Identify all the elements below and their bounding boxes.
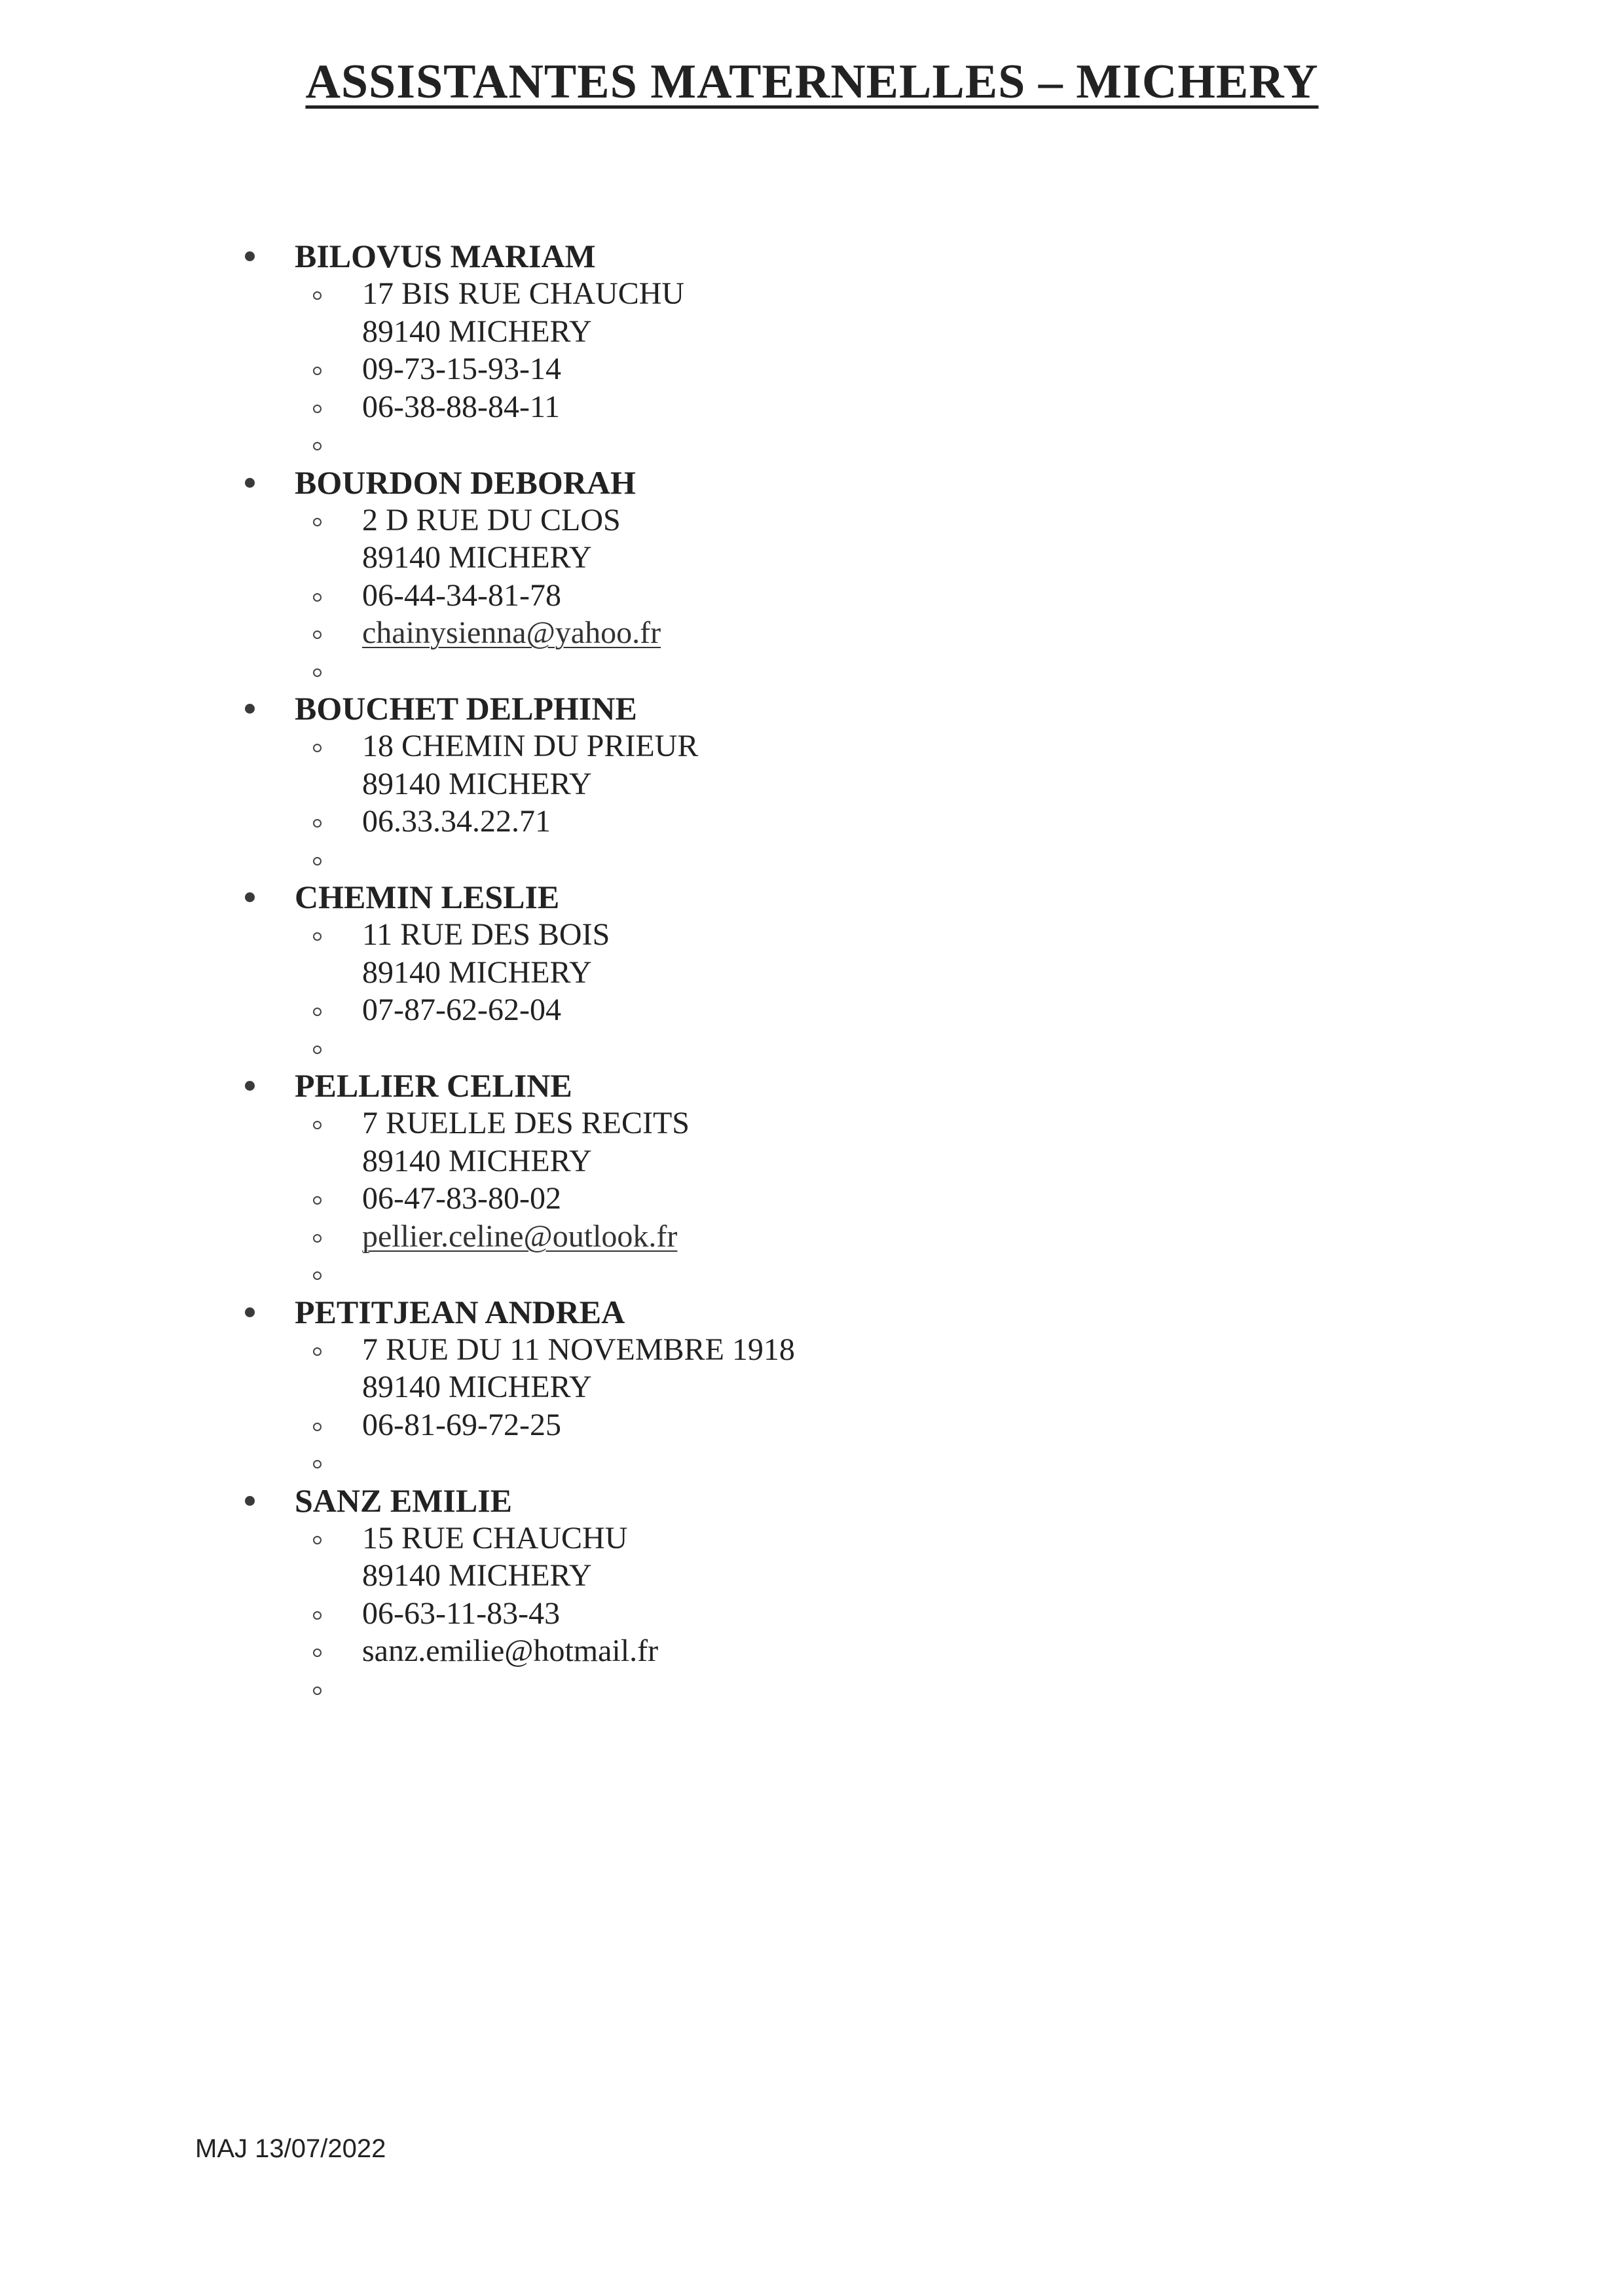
detail-line: 2 D RUE DU CLOS bbox=[362, 502, 621, 538]
bullet-disc-icon bbox=[245, 1081, 255, 1091]
contact-detail bbox=[0, 501, 1624, 577]
contact-detail bbox=[0, 388, 1624, 426]
bullet-disc-icon bbox=[245, 251, 255, 261]
bullet-circle-icon bbox=[313, 593, 322, 602]
contact-detail bbox=[0, 1406, 1624, 1444]
detail-line: 89140 MICHERY bbox=[362, 955, 592, 990]
assistant-name: SANZ EMILIE bbox=[295, 1482, 513, 1519]
list-item bbox=[0, 464, 1624, 501]
bullet-circle-icon bbox=[313, 1423, 322, 1431]
detail-line: 89140 MICHERY bbox=[362, 766, 592, 801]
detail-line: 89140 MICHERY bbox=[362, 1143, 592, 1178]
bullet-circle-icon bbox=[313, 630, 322, 639]
assistant-name: BOUCHET DELPHINE bbox=[295, 690, 637, 727]
contact-detail bbox=[0, 803, 1624, 841]
contact-detail bbox=[0, 1218, 1624, 1256]
empty-sub-item bbox=[0, 426, 1624, 464]
bullet-circle-icon bbox=[313, 1046, 322, 1054]
empty-sub-item bbox=[0, 1255, 1624, 1293]
bullet-circle-icon bbox=[313, 442, 322, 450]
bullet-circle-icon bbox=[313, 291, 322, 300]
detail-line: 15 RUE CHAUCHU bbox=[362, 1520, 628, 1556]
detail-line: 06-63-11-83-43 bbox=[362, 1595, 561, 1631]
assistant-name: PELLIER CELINE bbox=[295, 1067, 572, 1104]
contact-detail bbox=[0, 275, 1624, 350]
bullet-circle-icon bbox=[313, 1196, 322, 1205]
update-date: MAJ 13/07/2022 bbox=[195, 2134, 386, 2163]
detail-line: 07-87-62-62-04 bbox=[362, 993, 561, 1027]
bullet-circle-icon bbox=[313, 1234, 322, 1243]
detail-line: 09-73-15-93-14 bbox=[362, 352, 561, 386]
detail-line: sanz.emilie@hotmail.fr bbox=[362, 1633, 659, 1668]
bullet-disc-icon bbox=[245, 478, 255, 488]
empty-sub-item bbox=[0, 841, 1624, 879]
contact-detail bbox=[0, 991, 1624, 1029]
detail-line: 89140 MICHERY bbox=[362, 1370, 592, 1404]
bullet-circle-icon bbox=[313, 1649, 322, 1657]
bullet-circle-icon bbox=[313, 1008, 322, 1016]
list-item bbox=[0, 1482, 1624, 1520]
bullet-disc-icon bbox=[245, 1496, 255, 1506]
list-item bbox=[0, 689, 1624, 727]
contact-detail bbox=[0, 577, 1624, 615]
bullet-circle-icon bbox=[313, 1536, 322, 1544]
bullet-circle-icon bbox=[313, 518, 322, 526]
bullet-circle-icon bbox=[313, 405, 322, 413]
list-item bbox=[0, 1066, 1624, 1104]
bullet-circle-icon bbox=[313, 819, 322, 828]
contact-detail bbox=[0, 1632, 1624, 1670]
detail-line: 89140 MICHERY bbox=[362, 1558, 592, 1593]
contact-detail bbox=[0, 916, 1624, 991]
assistant-name: BOURDON DEBORAH bbox=[295, 464, 636, 501]
list-item bbox=[0, 1293, 1624, 1331]
bullet-circle-icon bbox=[313, 1611, 322, 1620]
detail-line: 17 BIS RUE CHAUCHU bbox=[362, 276, 685, 311]
bullet-circle-icon bbox=[313, 668, 322, 677]
bullet-circle-icon bbox=[313, 367, 322, 375]
empty-sub-item bbox=[0, 1670, 1624, 1708]
detail-line: 06-81-69-72-25 bbox=[362, 1407, 561, 1442]
contact-detail bbox=[0, 727, 1624, 803]
detail-line: 18 CHEMIN DU PRIEUR bbox=[362, 729, 699, 763]
bullet-circle-icon bbox=[313, 1271, 322, 1280]
email-link[interactable]: pellier.celine@outlook.fr bbox=[362, 1218, 678, 1254]
assistant-name: BILOVUS MARIAM bbox=[295, 238, 596, 274]
detail-line: 06.33.34.22.71 bbox=[362, 804, 551, 839]
detail-line: 06-44-34-81-78 bbox=[362, 577, 561, 613]
bullet-circle-icon bbox=[313, 857, 322, 866]
detail-line bbox=[362, 1218, 1624, 1256]
assistant-name: PETITJEAN ANDREA bbox=[295, 1293, 625, 1330]
bullet-circle-icon bbox=[313, 744, 322, 752]
list-item bbox=[0, 237, 1624, 275]
detail-line: 11 RUE DES BOIS bbox=[362, 917, 610, 952]
bullet-disc-icon bbox=[245, 704, 255, 714]
detail-line: 89140 MICHERY bbox=[362, 314, 592, 349]
contact-detail bbox=[0, 1180, 1624, 1218]
empty-sub-item bbox=[0, 1029, 1624, 1067]
contact-detail bbox=[0, 1520, 1624, 1595]
contact-detail bbox=[0, 614, 1624, 652]
bullet-circle-icon bbox=[313, 1347, 322, 1356]
list-item bbox=[0, 878, 1624, 916]
empty-sub-item bbox=[0, 652, 1624, 690]
assistant-name: CHEMIN LESLIE bbox=[295, 879, 560, 915]
detail-line bbox=[362, 614, 1624, 652]
bullet-disc-icon bbox=[245, 892, 255, 902]
bullet-circle-icon bbox=[313, 1121, 322, 1129]
detail-line: 06-38-88-84-11 bbox=[362, 389, 561, 424]
detail-line: 7 RUELLE DES RECITS bbox=[362, 1106, 690, 1140]
detail-line: 7 RUE DU 11 NOVEMBRE 1918 bbox=[362, 1332, 795, 1367]
bullet-disc-icon bbox=[245, 1307, 255, 1317]
contact-detail bbox=[0, 1595, 1624, 1633]
detail-line: 06-47-83-80-02 bbox=[362, 1181, 561, 1216]
empty-sub-item bbox=[0, 1444, 1624, 1482]
page-title bbox=[0, 55, 1624, 109]
email-link[interactable]: chainysienna@yahoo.fr bbox=[362, 615, 661, 650]
contact-detail bbox=[0, 1104, 1624, 1180]
contact-detail bbox=[0, 1331, 1624, 1406]
assistant-list bbox=[0, 237, 1624, 1707]
contact-detail bbox=[0, 350, 1624, 388]
bullet-circle-icon bbox=[313, 1686, 322, 1695]
detail-line: 89140 MICHERY bbox=[362, 540, 592, 575]
bullet-circle-icon bbox=[313, 932, 322, 941]
page-title-text: ASSISTANTES MATERNELLES – MICHERY bbox=[305, 55, 1319, 109]
bullet-circle-icon bbox=[313, 1460, 322, 1468]
